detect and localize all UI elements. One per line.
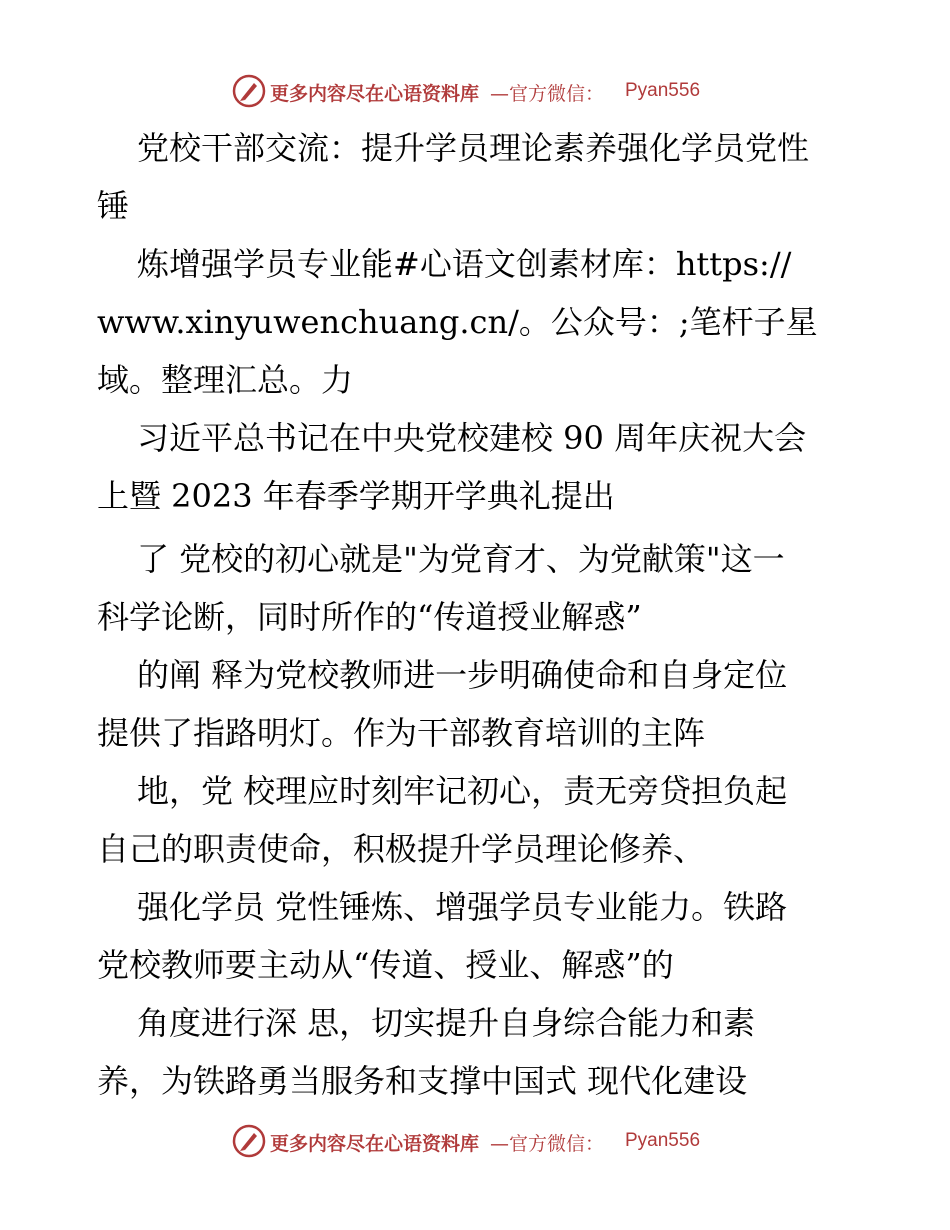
text-line: 了 党校的初心就是"为党育才、为党献策"这一 (137, 540, 785, 578)
logo-icon (232, 1124, 266, 1158)
text-line: 强化学员 党性锤炼、增强学员专业能力。铁路 (137, 888, 788, 926)
text-line: 的阐 释为党校教师进一步明确使命和自身定位 (137, 656, 788, 694)
watermark-text: 更多内容尽在心语资料库 (270, 83, 480, 105)
text-line: 地，党 校理应时刻牢记初心，责无旁贷担负起 (137, 772, 788, 810)
text-line: 提供了指路明灯。作为干部教育培训的主阵 (97, 714, 706, 752)
header-watermark (0, 70, 950, 110)
text-line: 锤 (97, 187, 130, 225)
watermark-wechat-id: Pyan556 (625, 1130, 701, 1151)
text-line: 党校教师要主动从“传道、授业、解惑”的 (97, 946, 674, 984)
text-line: www.xinyuwenchuang.cn/。公众号：;笔杆子星 (97, 303, 818, 341)
title-line: 党校干部交流：提升学员理论素养强化学员党性 (137, 129, 810, 167)
text-line: 自己的职责使命，积极提升学员理论修养、 (97, 830, 706, 868)
footer-watermark (0, 1120, 950, 1160)
watermark-separator: —官方微信： (490, 1133, 605, 1155)
text-line: 科学论断，同时所作的“传道授业解惑” (97, 598, 642, 636)
text-line: 炼增强学员专业能#心语文创素材库：https:// (137, 245, 792, 283)
text-line: 习近平总书记在中央党校建校 90 周年庆祝大会 (137, 419, 807, 457)
text-line: 域。整理汇总。力 (97, 361, 354, 399)
logo-icon (232, 74, 266, 108)
text-line: 上暨 2023 年春季学期开学典礼提出 (97, 477, 615, 515)
text-line: 角度进行深 思，切实提升自身综合能力和素 (137, 1004, 756, 1042)
watermark-wechat-id: Pyan556 (625, 80, 701, 101)
text-line: 养，为铁路勇当服务和支撑中国式 现代化建设 (97, 1062, 748, 1100)
watermark-text: 更多内容尽在心语资料库 (270, 1133, 480, 1155)
watermark-separator: —官方微信： (490, 83, 605, 105)
